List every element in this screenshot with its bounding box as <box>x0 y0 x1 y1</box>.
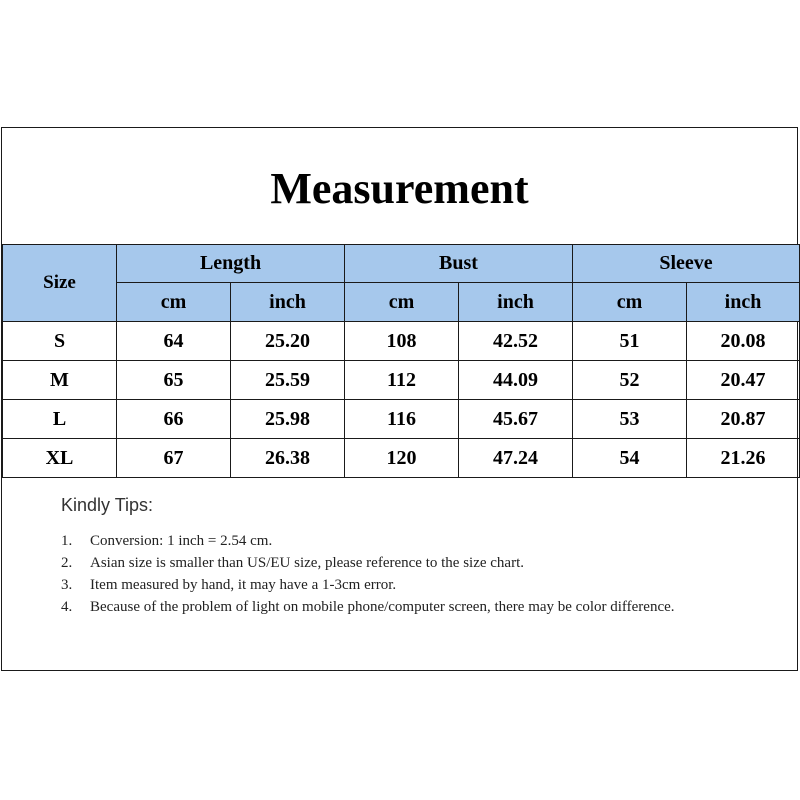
list-item <box>61 574 761 596</box>
list-number: 3. <box>61 577 73 593</box>
list-item <box>61 530 761 552</box>
length-header: Length <box>117 245 345 283</box>
table-cell: 116 <box>345 400 459 439</box>
size-chart-frame <box>1 127 798 671</box>
table-row <box>3 439 800 478</box>
table-cell: 67 <box>117 439 231 478</box>
table-cell: 120 <box>345 439 459 478</box>
unit-header: inch <box>687 283 800 322</box>
unit-header: cm <box>117 283 231 322</box>
table-cell: 66 <box>117 400 231 439</box>
table-cell: 20.08 <box>687 322 800 361</box>
table-cell: 25.20 <box>231 322 345 361</box>
table-cell: 42.52 <box>459 322 573 361</box>
list-number: 2. <box>61 555 73 571</box>
sleeve-header: Sleeve <box>573 245 800 283</box>
list-number: 1. <box>61 533 73 549</box>
list-item <box>61 596 761 618</box>
table-cell: 21.26 <box>687 439 800 478</box>
table-header-row <box>3 245 800 283</box>
table-cell: 45.67 <box>459 400 573 439</box>
table-cell: 64 <box>117 322 231 361</box>
list-text: Because of the problem of light on mobile phone/computer screen, there may be color difference. <box>90 599 675 615</box>
table-cell: 51 <box>573 322 687 361</box>
table-cell: 108 <box>345 322 459 361</box>
unit-header: cm <box>345 283 459 322</box>
unit-header: cm <box>573 283 687 322</box>
page-title: Measurement <box>270 164 529 213</box>
table-cell: 20.47 <box>687 361 800 400</box>
list-text: Item measured by hand, it may have a 1-3cm error. <box>90 577 397 593</box>
table-unit-row <box>3 283 800 322</box>
size-cell: L <box>3 400 117 439</box>
table-cell: 20.87 <box>687 400 800 439</box>
list-text: Conversion: 1 inch = 2.54 cm. <box>90 533 273 549</box>
table-cell: 25.98 <box>231 400 345 439</box>
size-cell: XL <box>3 439 117 478</box>
table-cell: 54 <box>573 439 687 478</box>
unit-header: inch <box>459 283 573 322</box>
list-text: Asian size is smaller than US/EU size, please reference to the size chart. <box>90 555 524 571</box>
table-cell: 65 <box>117 361 231 400</box>
table-cell: 112 <box>345 361 459 400</box>
table-cell: 53 <box>573 400 687 439</box>
size-table <box>2 244 800 478</box>
table-cell: 44.09 <box>459 361 573 400</box>
list-item <box>61 552 761 574</box>
unit-header: inch <box>231 283 345 322</box>
table-cell: 47.24 <box>459 439 573 478</box>
tips-list <box>61 530 761 618</box>
size-cell: M <box>3 361 117 400</box>
bust-header: Bust <box>345 245 573 283</box>
tips-section <box>61 495 761 618</box>
table-row <box>3 361 800 400</box>
list-number: 4. <box>61 599 73 615</box>
table-cell: 26.38 <box>231 439 345 478</box>
table-cell: 52 <box>573 361 687 400</box>
size-header: Size <box>3 245 117 322</box>
table-row <box>3 400 800 439</box>
table-row <box>3 322 800 361</box>
size-cell: S <box>3 322 117 361</box>
tips-title: Kindly Tips: <box>61 495 154 515</box>
table-cell: 25.59 <box>231 361 345 400</box>
